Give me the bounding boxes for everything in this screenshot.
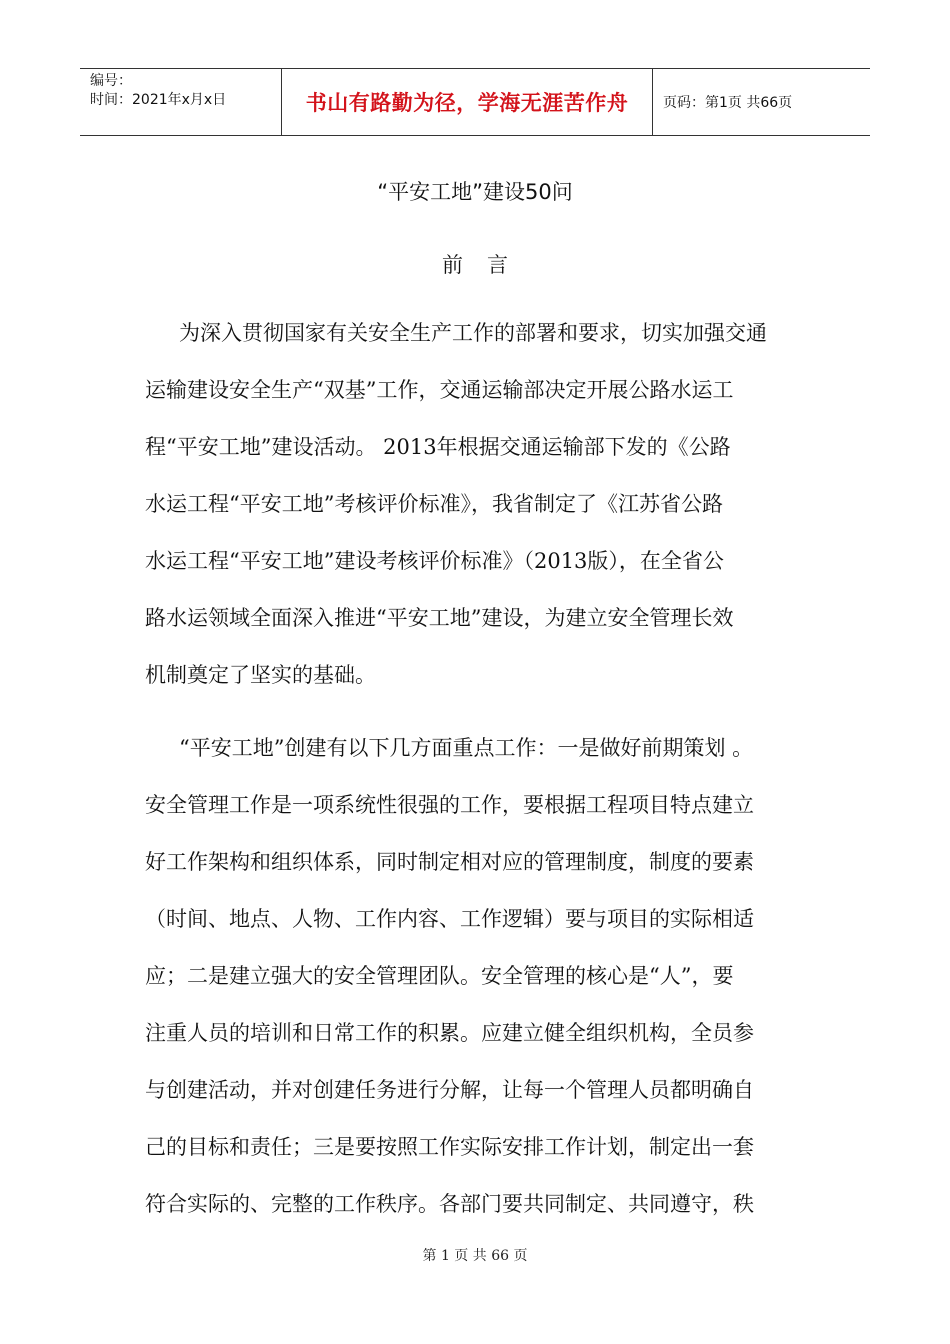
header-page-code: 页码：第1页 共66页 xyxy=(663,95,793,111)
header-meta xyxy=(80,69,281,135)
time-label: 时间：2021年x月x日 xyxy=(90,92,227,108)
page-footer: 第 1 页 共 66 页 xyxy=(422,1248,528,1264)
paragraph-line: 路水运领域全面深入推进“平安工地”建设，为建立安全管理长效 xyxy=(145,606,734,630)
document-header xyxy=(80,68,870,136)
paragraph-line: （时间、地点、人物、工作内容、工作逻辑）要与项目的实际相适 xyxy=(145,907,754,931)
document-title: “平安工地”建设50问 xyxy=(377,180,573,204)
paragraph-line: 符合实际的、完整的工作秩序。各部门要共同制定、共同遵守，秩 xyxy=(145,1192,754,1216)
header-motto: 书山有路勤为径，学海无涯苦作舟 xyxy=(281,69,653,135)
paragraph-line: 与创建活动，并对创建任务进行分解，让每一个管理人员都明确自 xyxy=(145,1078,754,1102)
paragraph-line: 水运工程“平安工地”考核评价标准》，我省制定了《江苏省公路 xyxy=(145,492,723,516)
paragraph-2 xyxy=(145,720,807,1233)
paragraph-line: 程“平安工地”建设活动。 2013年根据交通运输部下发的《公路 xyxy=(145,435,731,459)
section-heading: 前言 xyxy=(442,253,532,277)
number-label: 编号： xyxy=(90,73,132,89)
paragraph-line: 注重人员的培训和日常工作的积累。应建立健全组织机构，全员参 xyxy=(145,1021,754,1045)
paragraph-line: “平安工地”创建有以下几方面重点工作：一是做好前期策划 。 xyxy=(179,736,754,760)
paragraph-line: 好工作架构和组织体系，同时制定相对应的管理制度，制度的要素 xyxy=(145,850,754,874)
paragraph-line: 己的目标和责任；三是要按照工作实际安排工作计划，制定出一套 xyxy=(145,1135,754,1159)
paragraph-1 xyxy=(145,305,807,704)
paragraph-line: 应；二是建立强大的安全管理团队。安全管理的核心是“人”，要 xyxy=(145,964,734,988)
paragraph-line: 水运工程“平安工地”建设考核评价标准》（2013版），在全省公 xyxy=(145,549,724,573)
paragraph-line: 安全管理工作是一项系统性很强的工作，要根据工程项目特点建立 xyxy=(145,793,754,817)
paragraph-line: 为深入贯彻国家有关安全生产工作的部署和要求，切实加强交通 xyxy=(179,321,767,345)
paragraph-line: 机制奠定了坚实的基础。 xyxy=(145,663,376,687)
paragraph-line: 运输建设安全生产“双基”工作，交通运输部决定开展公路水运工 xyxy=(145,378,734,402)
